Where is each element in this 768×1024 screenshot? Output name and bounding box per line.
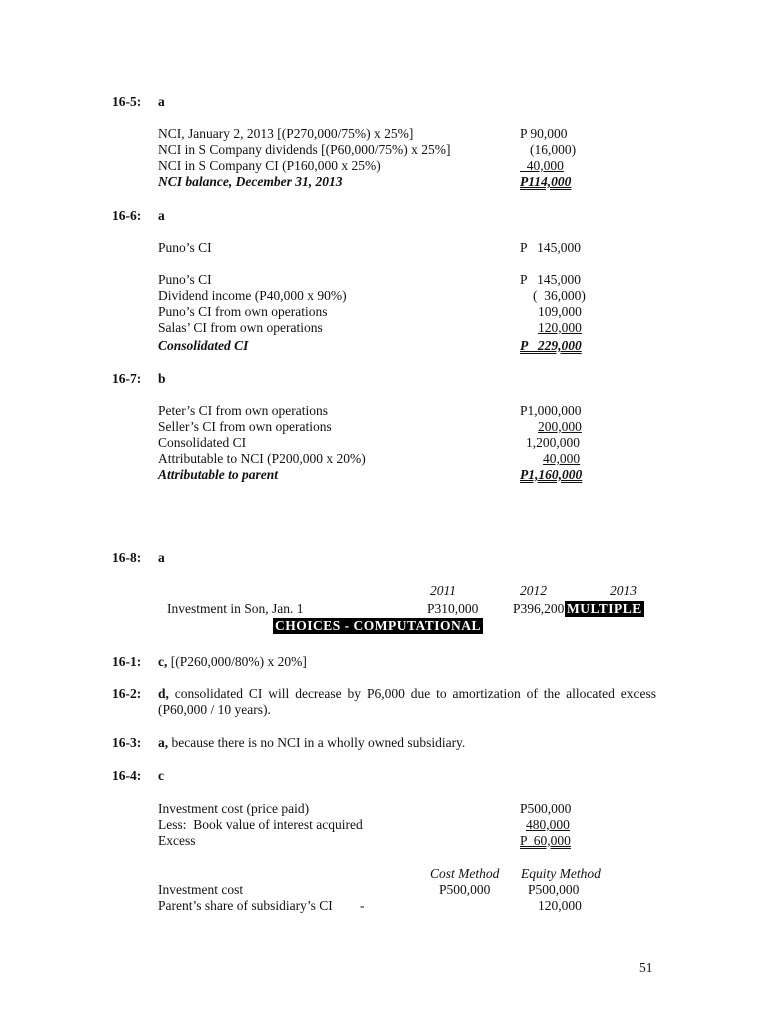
row-total-value: P 229,000 bbox=[520, 338, 582, 353]
row-value: 1,200,000 bbox=[526, 435, 580, 450]
row-value: ( 36,000) bbox=[533, 288, 586, 303]
section-heading-part1: MULTIPLE bbox=[567, 601, 642, 616]
column-header-cost-method: Cost Method bbox=[430, 866, 500, 881]
row-value: (16,000) bbox=[530, 142, 577, 157]
row-label: Puno’s CI bbox=[158, 240, 212, 255]
answer-line-16-3 bbox=[158, 735, 465, 751]
row-value: 200,000 bbox=[538, 419, 582, 434]
answer-16-1: c, bbox=[158, 654, 168, 669]
problem-number-16-6: 16-6: bbox=[112, 208, 142, 223]
answer-16-6: a bbox=[158, 208, 165, 223]
problem-number-16-4: 16-4: bbox=[112, 768, 142, 783]
answer-line-16-1 bbox=[158, 654, 307, 670]
row-value: P 145,000 bbox=[520, 240, 582, 255]
row-value: P500,000 bbox=[520, 801, 572, 816]
explanation-16-2: consolidated CI will decrease by P6,000 due to amortization of the allocated excess (P60,000 / 10 years). bbox=[158, 686, 656, 717]
explanation-16-1: [(P260,000/80%) x 20%] bbox=[167, 654, 307, 669]
row-value: P 145,000 bbox=[520, 272, 582, 287]
table-cell-cost: P500,000 bbox=[439, 882, 491, 897]
section-heading-part2: CHOICES - COMPUTATIONAL bbox=[275, 618, 482, 633]
row-total-label: Consolidated CI bbox=[158, 338, 249, 353]
answer-16-8: a bbox=[158, 550, 165, 565]
page-number: 51 bbox=[639, 960, 653, 975]
value-2011: P310,000 bbox=[427, 601, 479, 616]
table-cell-equity: P500,000 bbox=[528, 882, 580, 897]
row-value: P 60,000 bbox=[520, 833, 571, 848]
column-header-equity-method: Equity Method bbox=[521, 866, 601, 881]
row-label: Peter’s CI from own operations bbox=[158, 403, 328, 418]
row-label: Investment cost (price paid) bbox=[158, 801, 310, 816]
answer-16-4: c bbox=[158, 768, 164, 783]
answer-16-2: d, bbox=[158, 686, 169, 701]
table-row-label: Investment cost bbox=[158, 882, 244, 897]
explanation-16-3: because there is no NCI in a wholly owned subsidiary. bbox=[168, 735, 466, 750]
row-label: Less: Book value of interest acquired bbox=[158, 817, 363, 832]
row-value: 480,000 bbox=[526, 817, 570, 832]
row-total-value: P114,000 bbox=[520, 174, 572, 189]
problem-number-16-7: 16-7: bbox=[112, 371, 142, 386]
problem-number-16-3: 16-3: bbox=[112, 735, 142, 750]
answer-16-5: a bbox=[158, 94, 165, 109]
answer-16-7: b bbox=[158, 371, 166, 386]
row-value: 40,000 bbox=[543, 451, 581, 466]
value-2012: P396,200 bbox=[513, 601, 565, 616]
answer-16-3: a, bbox=[158, 735, 169, 750]
row-value: 109,000 bbox=[538, 304, 582, 319]
year-header-2012: 2012 bbox=[520, 583, 547, 598]
row-label: Excess bbox=[158, 833, 196, 848]
row-label: NCI in S Company dividends [(P60,000/75%) x 25%] bbox=[158, 142, 451, 157]
row-value: P1,000,000 bbox=[520, 403, 582, 418]
row-label: Puno’s CI bbox=[158, 272, 212, 287]
table-cell-equity: 120,000 bbox=[538, 898, 582, 913]
table-row-label: Parent’s share of subsidiary’s CI bbox=[158, 898, 333, 913]
year-header-2013: 2013 bbox=[610, 583, 637, 598]
row-label: Dividend income (P40,000 x 90%) bbox=[158, 288, 347, 303]
row-total-value: P1,160,000 bbox=[520, 467, 583, 482]
row-value: P 90,000 bbox=[520, 126, 568, 141]
row-label: Puno’s CI from own operations bbox=[158, 304, 328, 319]
row-value: 40,000 bbox=[520, 158, 564, 173]
problem-number-16-8: 16-8: bbox=[112, 550, 142, 565]
row-value: 120,000 bbox=[538, 320, 582, 335]
row-label: Attributable to NCI (P200,000 x 20%) bbox=[158, 451, 366, 466]
row-label: Consolidated CI bbox=[158, 435, 247, 450]
row-label: Salas’ CI from own operations bbox=[158, 320, 323, 335]
table-cell-cost: - bbox=[360, 898, 365, 913]
problem-number-16-1: 16-1: bbox=[112, 654, 142, 669]
row-label: Investment in Son, Jan. 1 bbox=[167, 601, 304, 616]
row-label: NCI in S Company CI (P160,000 x 25%) bbox=[158, 158, 381, 173]
answer-line-16-2 bbox=[158, 686, 656, 718]
problem-number-16-5: 16-5: bbox=[112, 94, 142, 109]
problem-number-16-2: 16-2: bbox=[112, 686, 142, 701]
row-total-label: Attributable to parent bbox=[158, 467, 279, 482]
row-total-label: NCI balance, December 31, 2013 bbox=[158, 174, 343, 189]
year-header-2011: 2011 bbox=[430, 583, 456, 598]
row-label: Seller’s CI from own operations bbox=[158, 419, 332, 434]
row-label: NCI, January 2, 2013 [(P270,000/75%) x 25%] bbox=[158, 126, 414, 141]
